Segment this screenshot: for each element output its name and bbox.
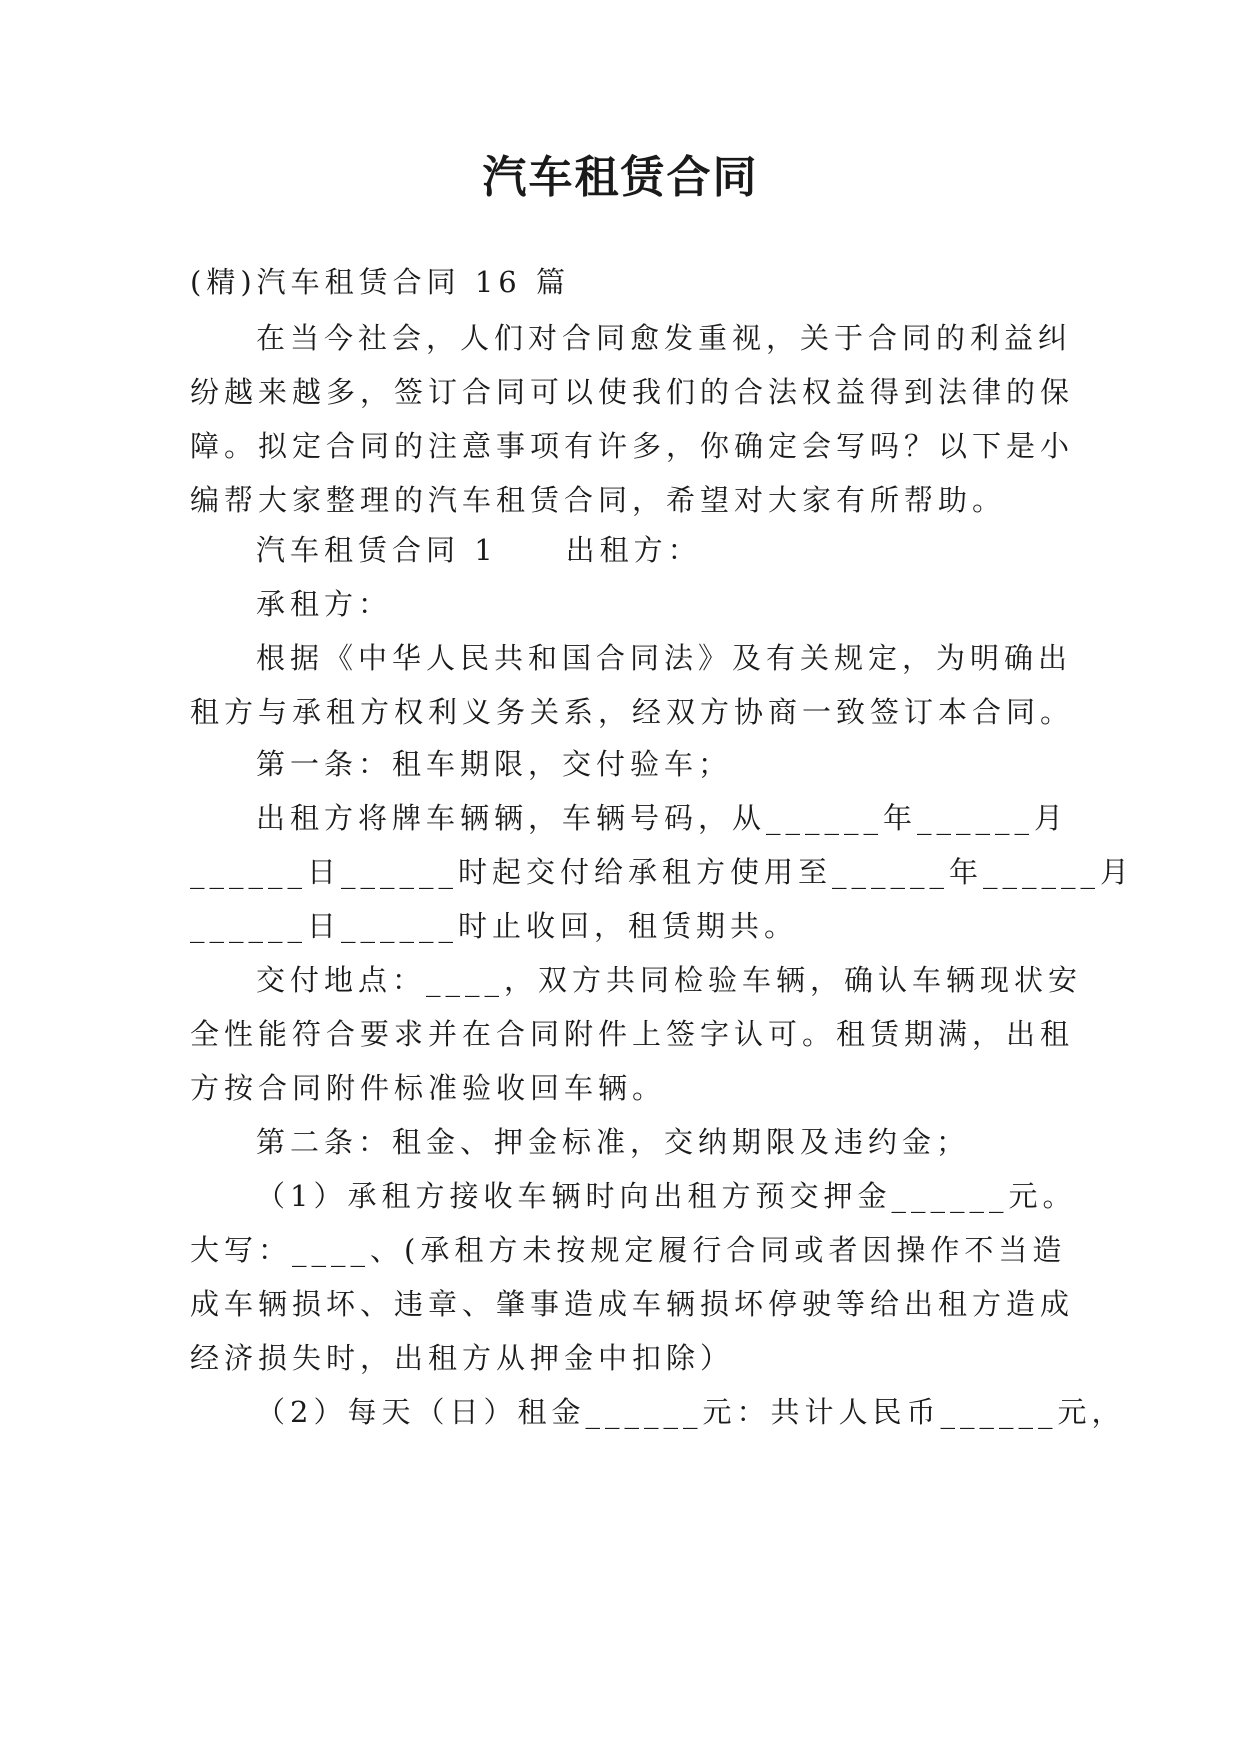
paragraph-line: 第二条：租金、押金标准，交纳期限及违约金；	[256, 1125, 971, 1159]
paragraph-line: ______日______时止收回，租赁期共。	[190, 909, 799, 943]
paragraph-line: 成车辆损坏、违章、肇事造成车辆损坏停驶等给出租方造成	[190, 1287, 1075, 1321]
paragraph-line: 方按合同附件标准验收回车辆。	[190, 1071, 667, 1105]
subtitle-line: (精)汽车租赁合同 16 篇	[190, 265, 570, 299]
paragraph-line: ______日______时起交付给承租方使用至______年______月	[190, 855, 1135, 889]
paragraph-line: （1）承租方接收车辆时向出租方预交押金______元。	[256, 1179, 1077, 1213]
paragraph-line: 全性能符合要求并在合同附件上签字认可。租赁期满，出租	[190, 1017, 1075, 1051]
paragraph-line: 交付地点：____，双方共同检验车辆，确认车辆现状安	[256, 963, 1083, 997]
paragraph-line: 汽车租赁合同 1 出租方：	[256, 533, 702, 567]
paragraph-line: 大写：____、(承租方未按规定履行合同或者因操作不当造	[190, 1233, 1067, 1267]
paragraph-line: 租方与承租方权利义务关系，经双方协商一致签订本合同。	[190, 695, 1075, 729]
paragraph-line: 第一条：租车期限，交付验车；	[256, 747, 733, 781]
paragraph-line: 根据《中华人民共和国合同法》及有关规定，为明确出	[256, 641, 1073, 675]
document-title: 汽车租赁合同	[482, 152, 759, 203]
paragraph-line: 承租方：	[256, 587, 393, 621]
paragraph-line: 编帮大家整理的汽车租赁合同，希望对大家有所帮助。	[190, 483, 1007, 517]
paragraph-line: 障。拟定合同的注意事项有许多，你确定会写吗？以下是小	[190, 429, 1075, 463]
paragraph-line: （2）每天（日）租金______元：共计人民币______元，	[256, 1395, 1126, 1429]
paragraph-line: 经济损失时，出租方从押金中扣除）	[190, 1341, 735, 1375]
paragraph-line: 纷越来越多，签订合同可以使我们的合法权益得到法律的保	[190, 375, 1075, 409]
paragraph-line: 出租方将牌车辆辆，车辆号码，从______年______月	[256, 801, 1069, 835]
paragraph-line: 在当今社会，人们对合同愈发重视，关于合同的利益纠	[256, 321, 1073, 355]
